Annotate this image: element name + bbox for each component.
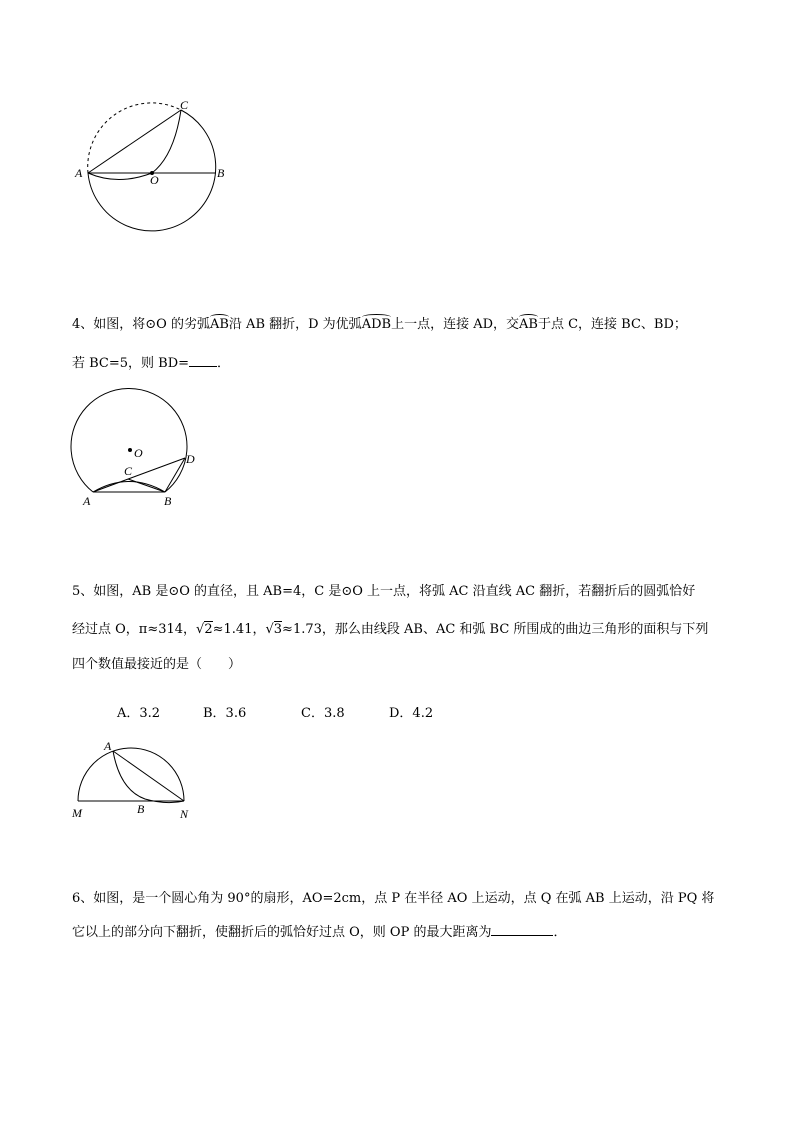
chord-an <box>113 751 184 801</box>
label-a: A <box>83 494 91 508</box>
label-n: N <box>180 807 189 821</box>
arc-mark-adb: ADB <box>362 315 391 335</box>
label-a: A <box>104 739 112 753</box>
answer-blank[interactable] <box>491 921 553 936</box>
label-a: A <box>75 166 83 180</box>
q6-line-1: 6、如图，是一个圆心角为 90°的扇形，AO=2cm，点 P 在半径 AO 上运动，点 Q 在弧 AB 上运动，沿 PQ 将 <box>72 891 715 906</box>
circle-dashed-arc <box>88 103 181 173</box>
arc-mark-ab: AB <box>210 315 229 335</box>
q5-line-2: 经过点 O，π≈314，√2≈1.41，√3≈1.73，那么由线段 AB、AC 和弧 BC 所围成的曲边三角形的面积与下列 <box>72 622 709 637</box>
label-b: B <box>137 802 145 816</box>
option-c[interactable]: C．3.8 <box>301 706 345 721</box>
option-b[interactable]: B．3.6 <box>203 706 247 721</box>
label-o: O <box>150 173 159 187</box>
circle-lower-arc <box>88 110 216 231</box>
q5-line-3: 四个数值最接近的是（ ） <box>72 657 242 672</box>
label-c: C <box>124 464 133 478</box>
figure-q4 <box>70 378 210 510</box>
center-point <box>128 448 132 452</box>
sqrt-2: √2 <box>196 622 213 637</box>
segment-bc <box>128 479 165 492</box>
answer-blank[interactable] <box>189 352 217 367</box>
q4-line-2: 若 BC=5，则 BD= ． <box>72 352 732 374</box>
q5-line-1: 5、如图，AB 是⊙O 的直径，且 AB=4，C 是⊙O 上一点，将弧 AC 沿直线 AC 翻折，若翻折后的圆弧恰好 <box>72 584 696 599</box>
option-d[interactable]: D．4.2 <box>389 706 434 721</box>
label-d: D <box>186 452 195 466</box>
chord-ac <box>88 110 181 173</box>
q5-options <box>117 702 433 721</box>
folded-arc <box>88 110 181 180</box>
semicircle-arc <box>78 748 184 801</box>
label-o: O <box>134 446 143 460</box>
q4-line-1: 4、如图，将⊙O 的劣弧AB沿 AB 翻折，D 为优弧ADB上一点，连接 AD，交AB于点 C，连接 BC、BD； <box>72 315 732 335</box>
label-m: M <box>72 806 82 820</box>
arc-mark-ab-2: AB <box>519 315 538 335</box>
label-b: B <box>164 494 172 508</box>
label-b: B <box>217 166 225 180</box>
figure-q5 <box>70 735 200 825</box>
segment-bd <box>165 458 185 492</box>
figure-q3 <box>70 100 240 240</box>
label-c: C <box>180 100 189 112</box>
q6-line-2: 它以上的部分向下翻折，使翻折后的弧恰好过点 O，则 OP 的最大距离为 ． <box>72 921 732 943</box>
sqrt-3: √3 <box>265 622 283 637</box>
folded-arc <box>93 482 165 493</box>
option-a[interactable]: A．3.2 <box>117 706 161 721</box>
